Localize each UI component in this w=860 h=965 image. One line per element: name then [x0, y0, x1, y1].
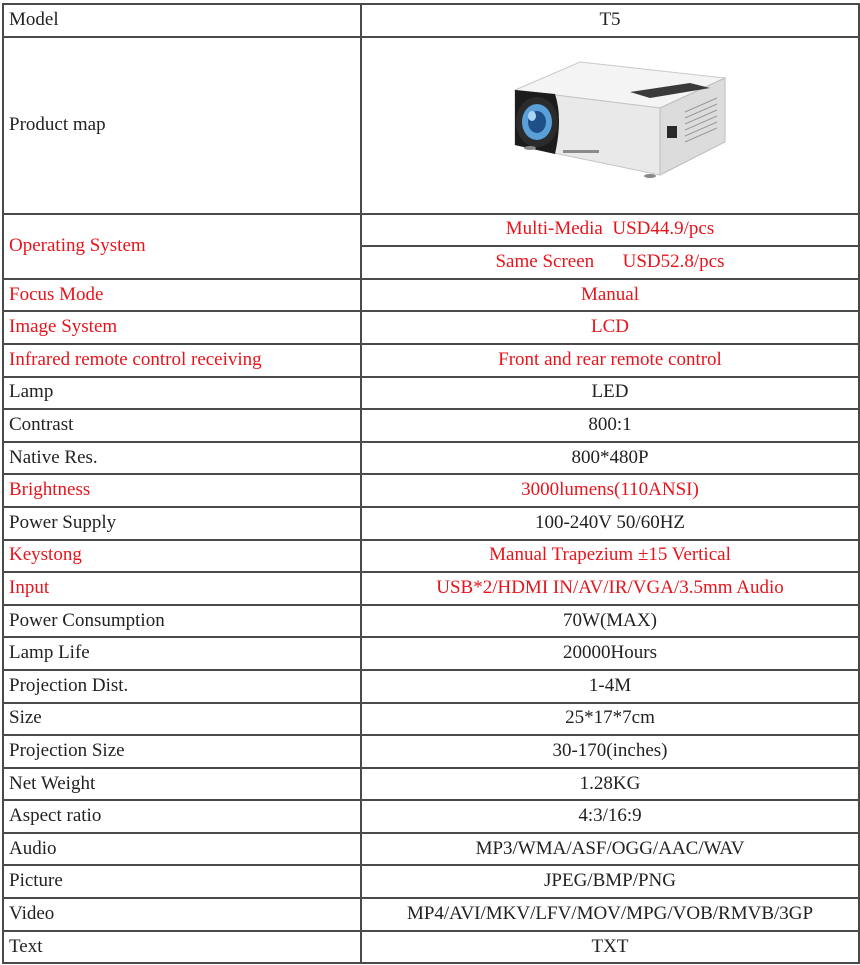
picture-value: JPEG/BMP/PNG	[361, 865, 859, 898]
table-row	[3, 637, 859, 670]
aspect-ratio-label: Aspect ratio	[3, 800, 361, 833]
operating-system-option-same-screen: Same Screen USD52.8/pcs	[361, 246, 859, 279]
row-model	[3, 4, 859, 37]
aspect-ratio-value: 4:3/16:9	[361, 800, 859, 833]
row-product-map	[3, 37, 859, 214]
product-map-label: Product map	[3, 37, 361, 214]
input-label: Input	[3, 572, 361, 605]
lamp-life-label: Lamp Life	[3, 637, 361, 670]
power-consumption-value: 70W(MAX)	[361, 605, 859, 638]
net-weight-value: 1.28KG	[361, 768, 859, 801]
power-supply-value: 100-240V 50/60HZ	[361, 507, 859, 540]
brightness-value: 3000lumens(110ANSI)	[361, 474, 859, 507]
projection-dist-value: 1-4M	[361, 670, 859, 703]
keystong-label: Keystong	[3, 540, 361, 573]
video-label: Video	[3, 898, 361, 931]
projector-image	[485, 50, 735, 200]
text-value: TXT	[361, 931, 859, 964]
lamp-value: LED	[361, 377, 859, 410]
table-row	[3, 800, 859, 833]
table-row	[3, 311, 859, 344]
native-res-value: 800*480P	[361, 442, 859, 475]
text-label: Text	[3, 931, 361, 964]
operating-system-label: Operating System	[3, 214, 361, 279]
product-map-cell	[361, 37, 859, 214]
row-operating-system	[3, 214, 859, 247]
video-value: MP4/AVI/MKV/LFV/MOV/MPG/VOB/RMVB/3GP	[361, 898, 859, 931]
contrast-value: 800:1	[361, 409, 859, 442]
table-row	[3, 931, 859, 964]
audio-value: MP3/WMA/ASF/OGG/AAC/WAV	[361, 833, 859, 866]
infrared-remote-control-receiving-label: Infrared remote control receiving	[3, 344, 361, 377]
projection-size-label: Projection Size	[3, 735, 361, 768]
power-consumption-label: Power Consumption	[3, 605, 361, 638]
focus-mode-label: Focus Mode	[3, 279, 361, 312]
infrared-remote-control-receiving-value: Front and rear remote control	[361, 344, 859, 377]
input-value: USB*2/HDMI IN/AV/IR/VGA/3.5mm Audio	[361, 572, 859, 605]
table-row	[3, 279, 859, 312]
table-row	[3, 833, 859, 866]
table-row	[3, 507, 859, 540]
native-res-label: Native Res.	[3, 442, 361, 475]
focus-mode-value: Manual	[361, 279, 859, 312]
lamp-life-value: 20000Hours	[361, 637, 859, 670]
power-supply-label: Power Supply	[3, 507, 361, 540]
model-value: T5	[361, 4, 859, 37]
table-row	[3, 377, 859, 410]
lamp-label: Lamp	[3, 377, 361, 410]
net-weight-label: Net Weight	[3, 768, 361, 801]
projection-dist-label: Projection Dist.	[3, 670, 361, 703]
audio-label: Audio	[3, 833, 361, 866]
image-system-value: LCD	[361, 311, 859, 344]
image-system-label: Image System	[3, 311, 361, 344]
table-row	[3, 409, 859, 442]
table-row	[3, 442, 859, 475]
projection-size-value: 30-170(inches)	[361, 735, 859, 768]
spec-table	[2, 3, 860, 964]
table-row	[3, 344, 859, 377]
table-row	[3, 735, 859, 768]
table-row	[3, 865, 859, 898]
table-row	[3, 605, 859, 638]
table-row	[3, 703, 859, 736]
table-row	[3, 540, 859, 573]
model-label: Model	[3, 4, 361, 37]
table-row	[3, 768, 859, 801]
size-value: 25*17*7cm	[361, 703, 859, 736]
brightness-label: Brightness	[3, 474, 361, 507]
picture-label: Picture	[3, 865, 361, 898]
table-row	[3, 898, 859, 931]
table-row	[3, 474, 859, 507]
operating-system-option-multimedia: Multi-Media USD44.9/pcs	[361, 214, 859, 247]
keystong-value: Manual Trapezium ±15 Vertical	[361, 540, 859, 573]
table-row	[3, 670, 859, 703]
contrast-label: Contrast	[3, 409, 361, 442]
size-label: Size	[3, 703, 361, 736]
table-row	[3, 572, 859, 605]
